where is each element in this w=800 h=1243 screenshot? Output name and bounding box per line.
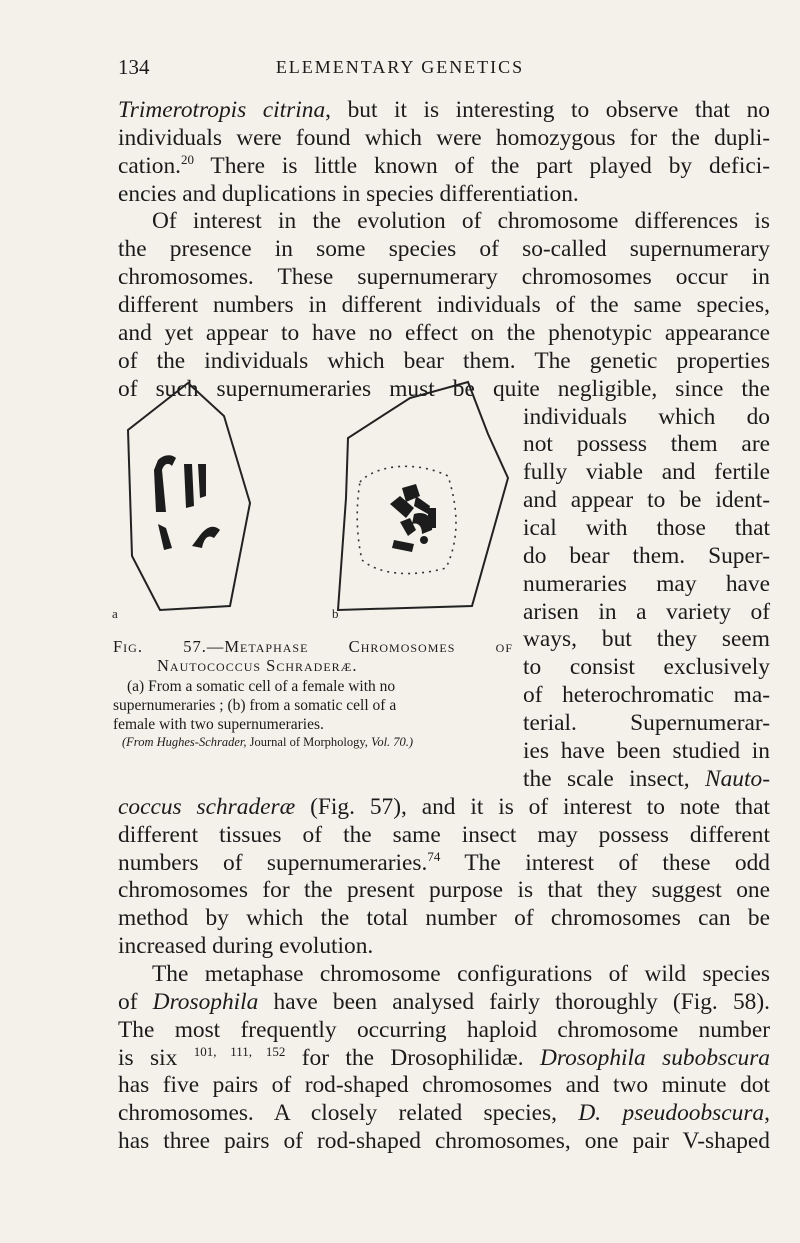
chromosomes-b xyxy=(390,484,436,552)
text-line: ways, but they seem xyxy=(523,626,770,652)
page-header xyxy=(0,55,800,85)
text-line: encies and duplications in species differentiation. xyxy=(118,181,579,207)
figure-label-a: a xyxy=(112,606,118,621)
figure-57 xyxy=(110,378,520,626)
text-line: has five pairs of rod-shaped chromosomes and two minute dot xyxy=(118,1072,770,1098)
text-line: ical with those that xyxy=(523,515,770,541)
text-line: individuals were found which were homozygous for the dupli- xyxy=(118,125,770,151)
text-line: chromosomes for the present purpose is that they suggest one xyxy=(118,877,770,903)
text-line: the scale insect, Nauto- xyxy=(523,766,770,792)
text-line: has three pairs of rod-shaped chromosomes, one pair V-shaped xyxy=(118,1128,770,1154)
text-line: ies have been studied in xyxy=(523,738,770,764)
text-line: of Drosophila have been analysed fairly thoroughly (Fig. 58). xyxy=(118,989,770,1015)
chromosomes-a xyxy=(154,455,220,550)
text-line: increased during evolution. xyxy=(118,933,374,959)
text-line: the presence in some species of so-called supernumerary xyxy=(118,236,770,262)
text-line: different tissues of the same insect may possess different xyxy=(118,822,770,848)
text-line: Trimerotropis citrina, but it is interesting to observe that no xyxy=(118,97,770,123)
text-line: of the individuals which bear them. The genetic properties xyxy=(118,348,770,374)
text-line: and yet appear to have no effect on the phenotypic appearance xyxy=(118,320,770,346)
cell-a-diagram xyxy=(112,383,250,621)
figure-caption-title: Fig. 57.—Metaphase Chromosomes of Nautococcus Schraderæ. xyxy=(113,637,513,675)
page-number: 134 xyxy=(118,55,150,79)
text-line: to consist exclusively xyxy=(523,654,770,680)
text-line: chromosomes. These supernumerary chromosomes occur in xyxy=(118,264,770,290)
text-line: of such supernumeraries must be quite negligible, since the xyxy=(118,376,770,402)
running-title: ELEMENTARY GENETICS xyxy=(275,57,525,77)
text-line: fully viable and fertile xyxy=(523,459,770,485)
text-line: do bear them. Super- xyxy=(523,543,770,569)
figure-caption-source: (From Hughes-Schrader, Journal of Morphology, Vol. 70.) xyxy=(122,735,414,749)
text-line: not possess them are xyxy=(523,431,770,457)
figure-caption-text: (a) From a somatic cell of a female with no supernumeraries ; (b) from a somatic cell of a female with two supernumeraries. xyxy=(113,678,397,733)
text-line: is six $^{101, 111, 152}$ for the Drosophilidæ. Drosophila subobscura xyxy=(118,1044,770,1071)
text-line: chromosomes. A closely related species, D. pseudoobscura, xyxy=(118,1100,770,1126)
text-line: numbers of supernumeraries.$^{74}$ The interest of these odd xyxy=(118,849,770,876)
text-line: method by which the total number of chromosomes can be xyxy=(118,905,770,931)
text-line: The metaphase chromosome configurations of wild species xyxy=(152,961,770,987)
text-line: terial. Supernumerar- xyxy=(523,710,770,736)
text-line: coccus schraderæ (Fig. 57), and it is of interest to note that xyxy=(118,794,770,820)
figure-label-b: b xyxy=(332,606,339,621)
text-line: and appear to be ident- xyxy=(523,487,770,513)
text-line: of heterochromatic ma- xyxy=(523,682,770,708)
text-line: Of interest in the evolution of chromosome differences is xyxy=(152,208,770,234)
cell-b-diagram xyxy=(332,382,508,621)
text-line: individuals which do xyxy=(523,404,770,430)
text-line: numeraries may have xyxy=(523,571,770,597)
text-line: arisen in a variety of xyxy=(523,599,770,625)
text-line: different numbers in different individuals of the same species, xyxy=(118,292,770,318)
text-line: cation.$^{20}$ There is little known of the part played by defici- xyxy=(118,152,770,179)
supernumerary-dot xyxy=(420,536,428,544)
text-line: The most frequently occurring haploid chromosome number xyxy=(118,1017,770,1043)
